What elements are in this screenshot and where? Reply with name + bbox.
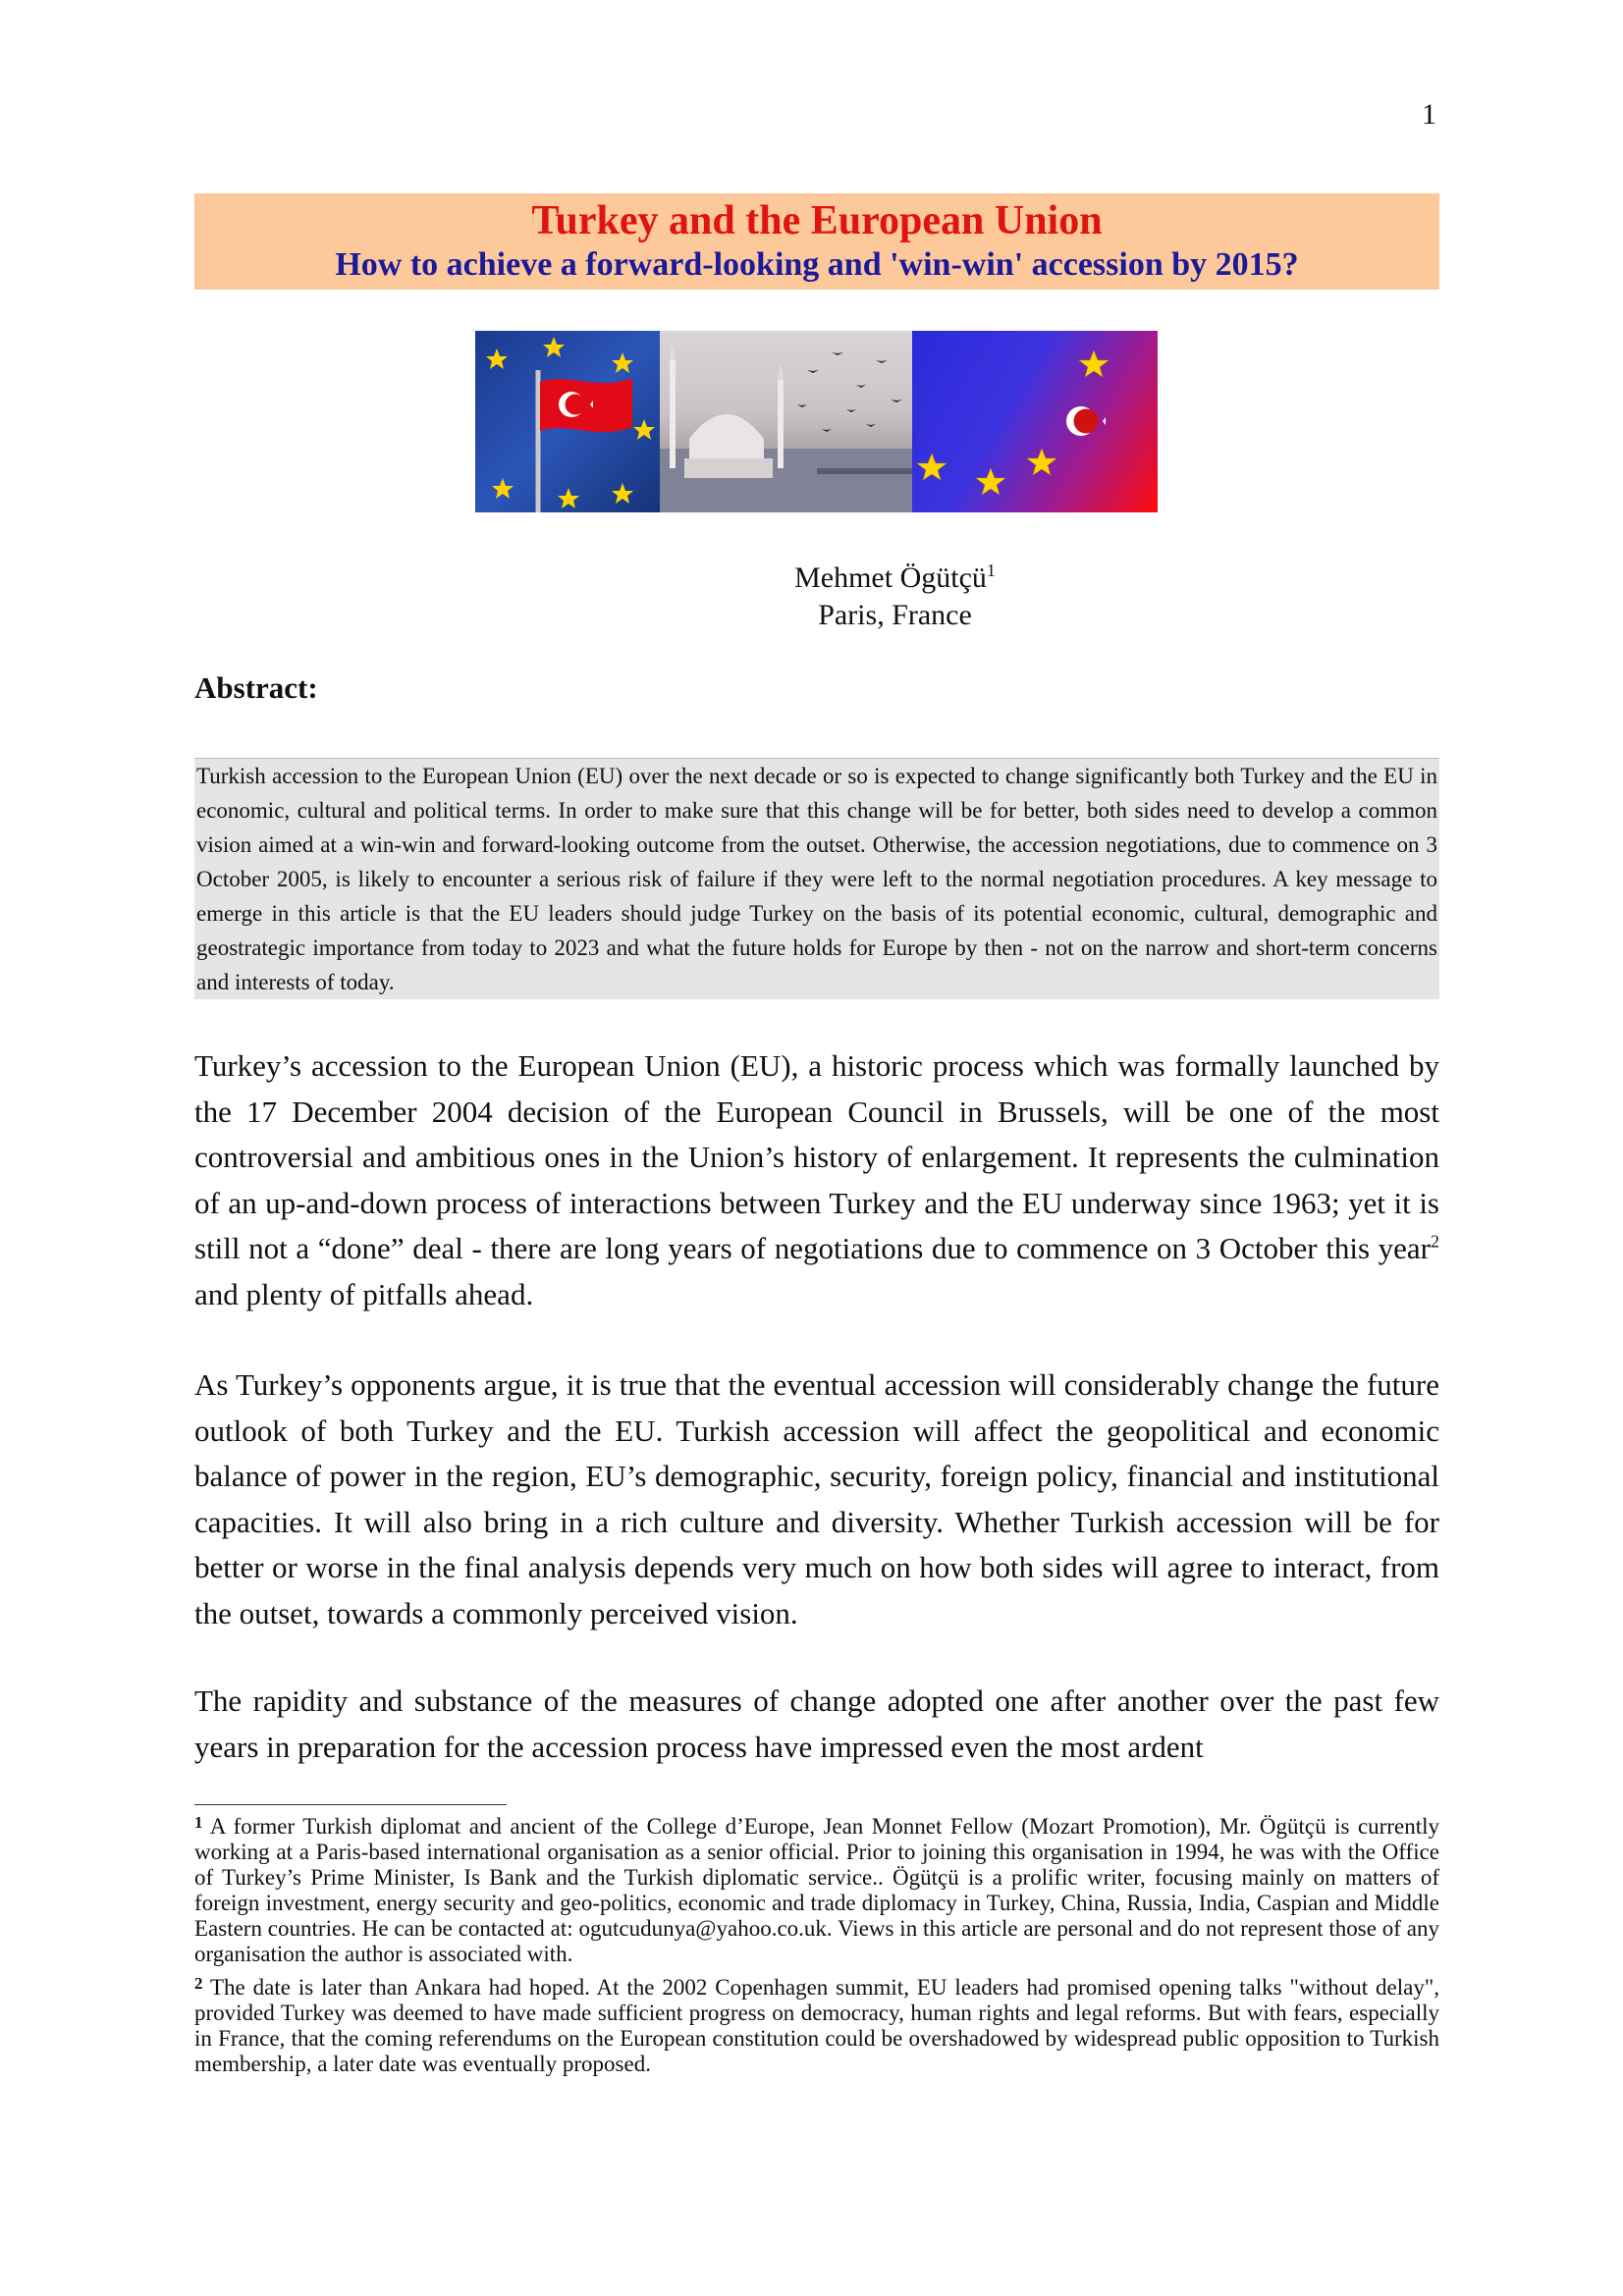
flag-illustration [475, 331, 660, 512]
author-location: Paris, France [818, 599, 972, 631]
author-name: Mehmet Ögütçü [794, 561, 987, 594]
author-block [0, 552, 1623, 634]
paragraph-1-text: Turkey’s accession to the European Union (EU), a historic process which was formally launched by the 17 December 2004 decision of the European Council in Brussels, will be one of the most controversial and ambitious ones in the Union’s history of enlargement. It represents the culmination of an up-and-down process of interactions between Turkey and the EU underway since 1963; yet it is still not a “done” deal - there are long years of negotiations due to commence on 3 October this year [194, 1048, 1439, 1265]
istanbul-mosque-with-birds-image [660, 331, 912, 512]
mosque-illustration [660, 331, 912, 512]
footnote-1 [194, 1814, 1439, 1967]
footnote-ref-2[interactable]: 2 [1431, 1231, 1439, 1252]
banner-image [475, 331, 1158, 512]
footnote-text: A former Turkish diplomat and ancient of the College d’Europe, Jean Monnet Fellow (Mozart Promotion), Mr. Ögütçü is currently working at a Paris-based international organisation as a senior official. Prior to joining this organisation in 1994, he was with the Office of Turkey’s Prime Minister, Is Bank and the Turkish diplomatic service.. Ögütçü is a prolific writer, focusing mainly on matters of foreign investment, energy security and geo-politics, economic and trade diplomacy in Turkey, China, Russia, India, Caspian and Middle Eastern countries. He can be contacted at: ogutcudunya@yahoo.co.uk. Views in this article are personal and do not represent those of any organisation the author is associated with. [194, 1814, 1439, 1966]
body-paragraph-2: As Turkey’s opponents argue, it is true that the eventual accession will considerably change the future outlook of both Turkey and the EU. Turkish accession will affect the geopolitical and economic balance of power in the region, EU’s demographic, security, foreign policy, financial and institutional capacities. It will also bring in a rich culture and diversity. Whether Turkish accession will be for better or worse in the final analysis depends very much on how both sides will agree to interact, from the outset, towards a commonly perceived vision. [194, 1367, 1439, 1630]
footnote-number: 1 [194, 1813, 203, 1832]
body-paragraph-3: The rapidity and substance of the measures of change adopted one after another over the past few years in preparation for the accession process have impressed even the most ardent [194, 1683, 1439, 1764]
stars-crescent-illustration [912, 331, 1158, 512]
eu-stars-turkish-crescent-image [912, 331, 1158, 512]
footnote-divider [194, 1804, 507, 1805]
page-subtitle: How to achieve a forward-looking and 'win-win' accession by 2015? [335, 246, 1299, 283]
paragraph-1-text-end: and plenty of pitfalls ahead. [194, 1276, 534, 1311]
abstract-heading: Abstract: [194, 670, 318, 705]
page-title: Turkey and the European Union [531, 198, 1103, 243]
footnotes [194, 1814, 1439, 2085]
footnote-text: The date is later than Ankara had hoped. At the 2002 Copenhagen summit, EU leaders had promised opening talks "without delay", provided Turkey was deemed to have made sufficient progress on democracy, human rights and legal reforms. But with fears, especially in France, that the coming referendums on the European constitution could be overshadowed by widespread public opposition to Turkish membership, a later date was eventually proposed. [194, 1975, 1439, 2076]
footnote-ref-1[interactable]: 1 [986, 561, 996, 580]
footnote-number: 2 [194, 1974, 203, 1993]
title-band [194, 193, 1439, 290]
turkish-flag-eu-flag-image [475, 331, 660, 512]
body-paragraph-1 [194, 1043, 1439, 1317]
author-name-line [0, 552, 1623, 597]
page-number: 1 [1422, 98, 1436, 131]
abstract-text: Turkish accession to the European Union (EU) over the next decade or so is expected to change significantly both Turkey and the EU in economic, cultural and political terms. In order to make sure that this change will be for better, both sides need to develop a common vision aimed at a win-win and forward-looking outcome from the outset. Otherwise, the accession negotiations, due to commence on 3 October 2005, is likely to encounter a serious risk of failure if they were left to the normal negotiation procedures. A key message to emerge in this article is that the EU leaders should judge Turkey on the basis of its potential economic, cultural, demographic and geostrategic importance from today to 2023 and what the future holds for Europe by then - not on the narrow and short-term concerns and interests of today. [194, 758, 1439, 999]
footnote-2 [194, 1975, 1439, 2077]
